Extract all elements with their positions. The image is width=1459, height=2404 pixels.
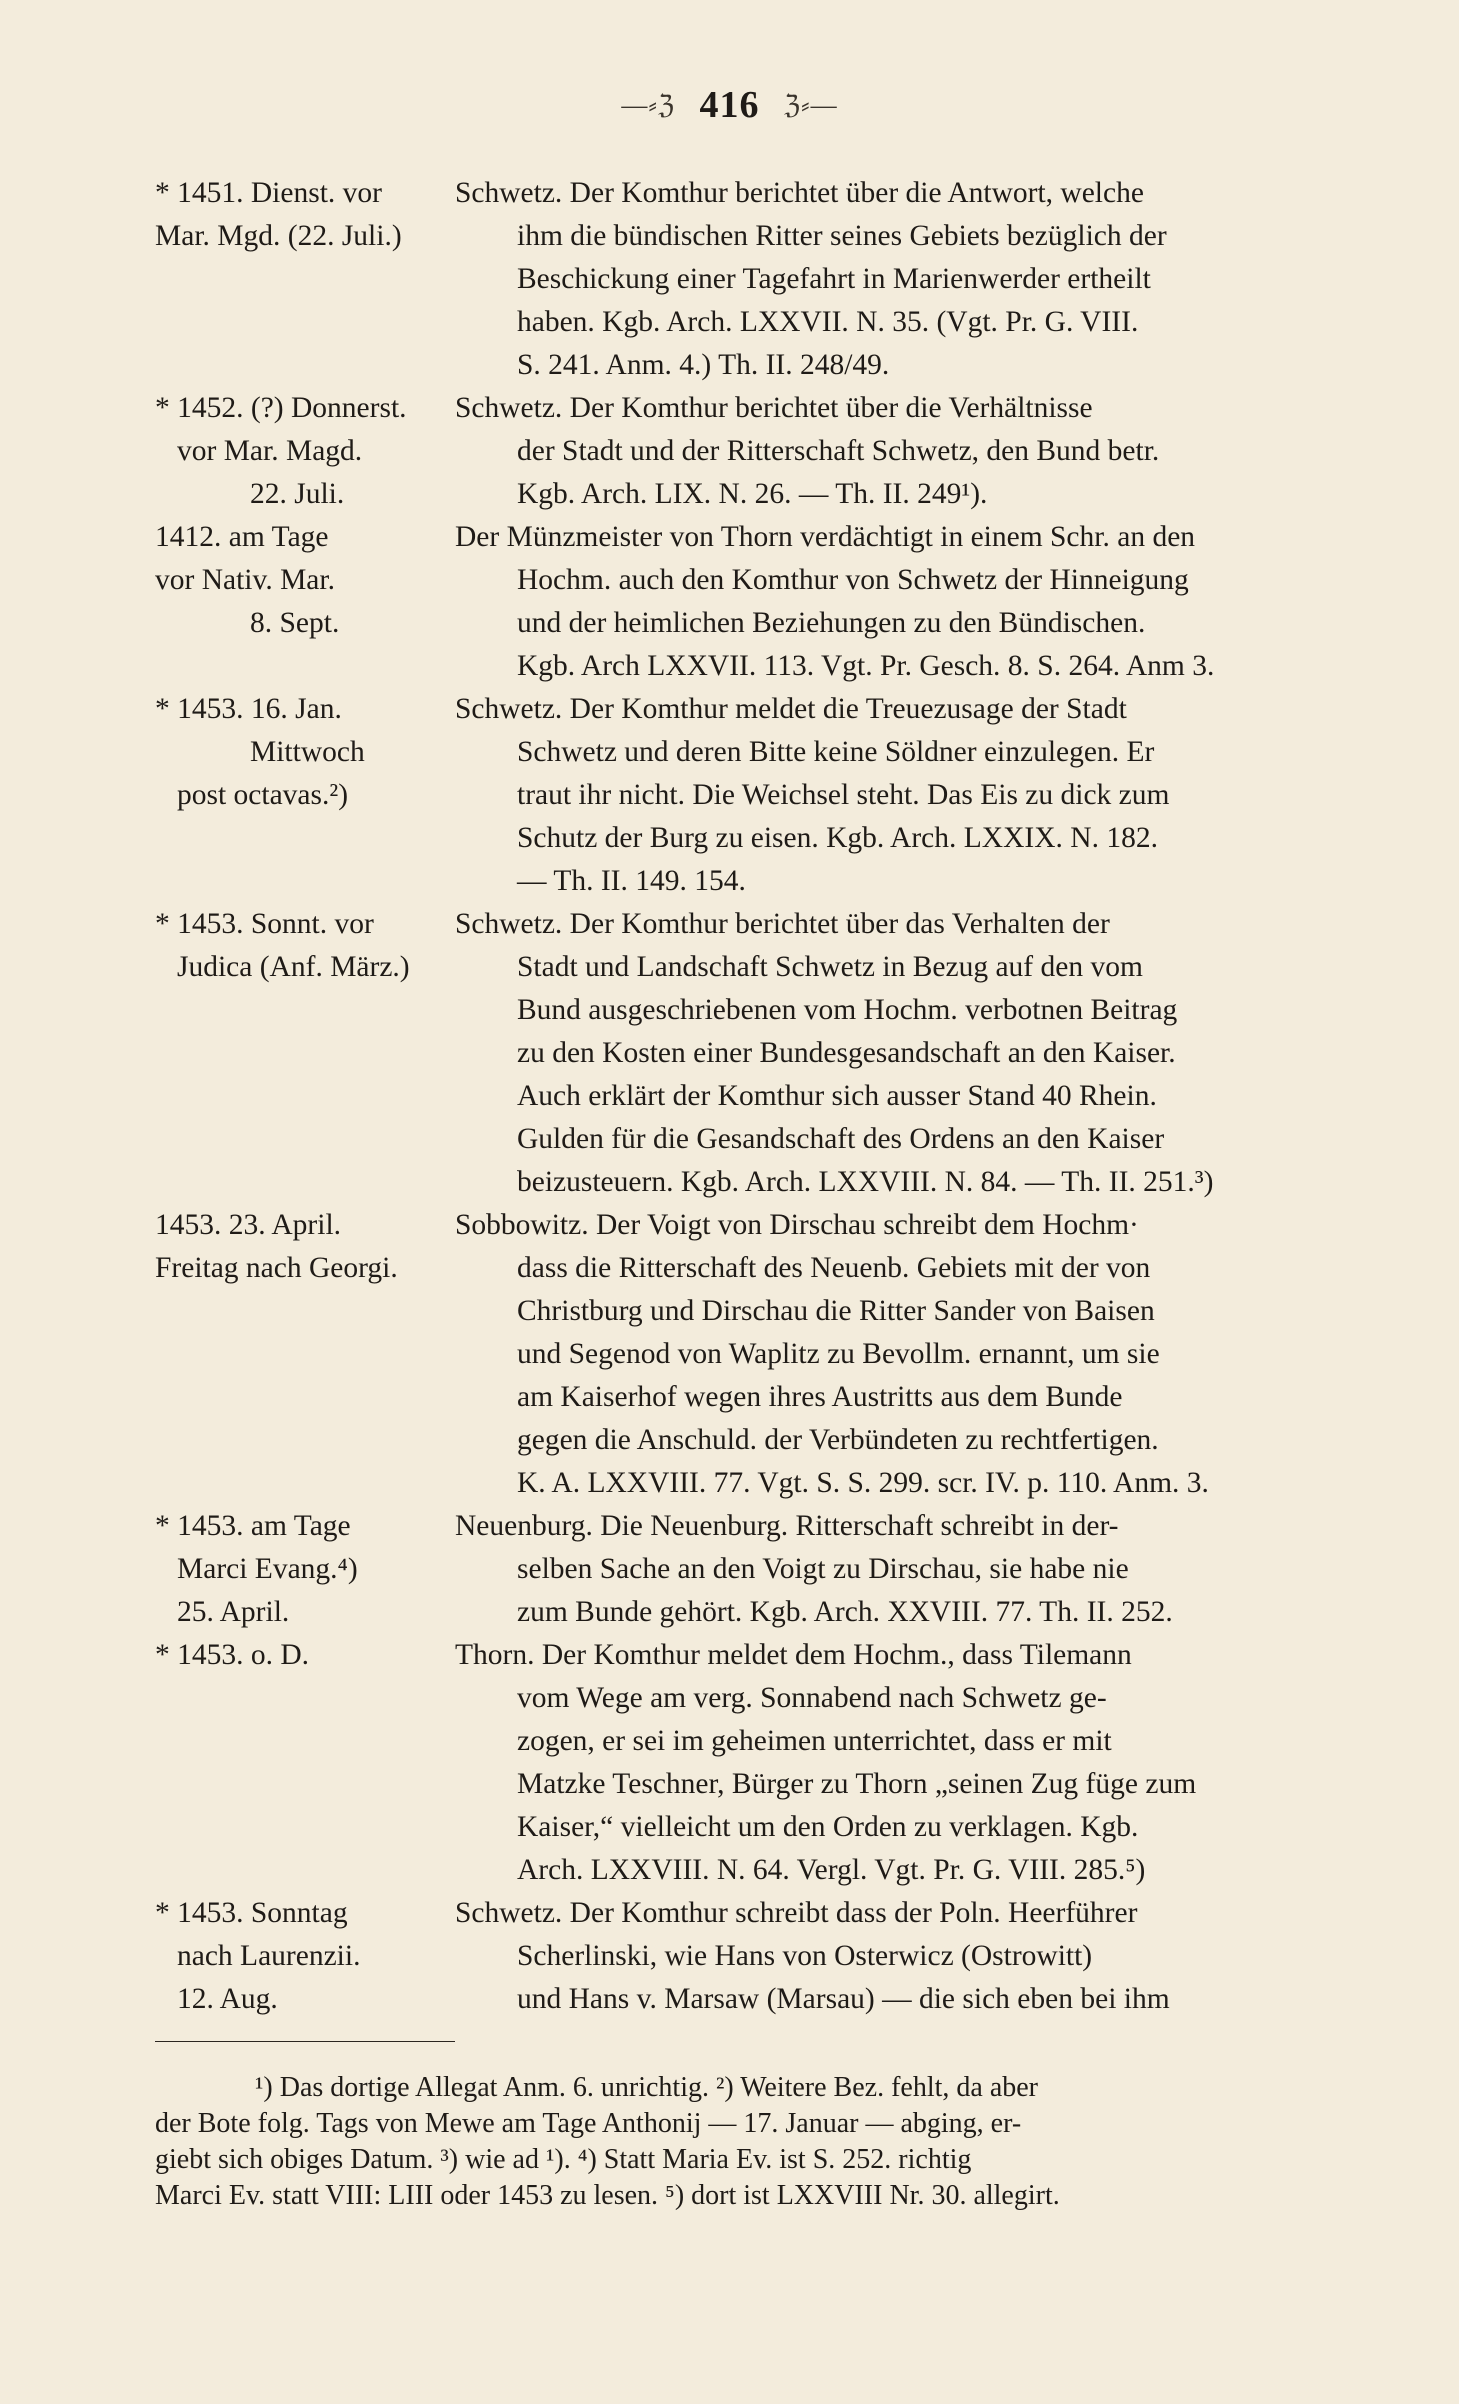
date-line: * 1453. am Tage (155, 1510, 351, 1542)
page-number: 416 (699, 84, 760, 127)
date-line: Freitag nach Georgi. (155, 1252, 398, 1284)
entry-date (155, 1505, 455, 1634)
register-entry (155, 1892, 1387, 2021)
text-line: haben. Kgb. Arch. LXXVII. N. 35. (Vgt. Pr. G. VIII. (517, 306, 1139, 338)
date-line: 8. Sept. (250, 607, 340, 639)
register-entry (155, 688, 1387, 903)
register-entry (155, 903, 1387, 1204)
text-line: zogen, er sei im geheimen unterrichtet, dass er mit (517, 1725, 1112, 1757)
text-line: Schwetz. Der Komthur schreibt dass der Poln. Heerführer (455, 1897, 1138, 1929)
date-line: vor Nativ. Mar. (155, 564, 335, 596)
date-line: Marci Evang.⁴) (177, 1553, 358, 1585)
register-entry (155, 516, 1387, 688)
date-line: Mar. Mgd. (22. Juli.) (155, 220, 402, 252)
footnote-rule (155, 2041, 455, 2042)
register-entries (155, 172, 1387, 2021)
text-line: Schwetz. Der Komthur berichtet über die Verhältnisse (455, 392, 1093, 424)
text-line: Bund ausgeschriebenen vom Hochm. verbotnen Beitrag (517, 994, 1178, 1026)
text-line: Neuenburg. Die Neuenburg. Ritterschaft schreibt in der- (455, 1510, 1119, 1542)
entry-date (155, 172, 455, 387)
text-line: Hochm. auch den Komthur von Schwetz der Hinneigung (517, 564, 1189, 596)
text-line: ihm die bündischen Ritter seines Gebiets bezüglich der (517, 220, 1167, 252)
register-entry (155, 387, 1387, 516)
text-line: Matzke Teschner, Bürger zu Thorn „seinen Zug füge zum (517, 1768, 1197, 1800)
text-line: zum Bunde gehört. Kgb. Arch. XXVIII. 77. Th. II. 252. (517, 1596, 1173, 1628)
text-line: Sobbowitz. Der Voigt von Dirschau schreibt dem Hochm· (455, 1209, 1139, 1241)
entry-date (155, 516, 455, 688)
date-line: 1453. 23. April. (155, 1209, 342, 1241)
text-line: — Th. II. 149. 154. (517, 865, 746, 897)
date-line: * 1452. (?) Donnerst. (155, 392, 407, 424)
entry-date (155, 1634, 455, 1892)
footnote-line: giebt sich obiges Datum. ³) wie ad ¹). ⁴) Statt Maria Ev. ist S. 252. richtig (155, 2144, 972, 2175)
page-header (0, 80, 1459, 127)
left-ornament: —⸗ℨ (621, 90, 675, 120)
text-line: Schwetz und deren Bitte keine Söldner einzulegen. Er (517, 736, 1155, 768)
entry-text (455, 1892, 1387, 2021)
date-line: nach Laurenzii. (177, 1940, 361, 1972)
entry-text (455, 1505, 1387, 1634)
entry-date (155, 1204, 455, 1505)
date-line: * 1453. o. D. (155, 1639, 310, 1671)
footnotes (155, 2070, 1387, 2214)
text-line: beizusteuern. Kgb. Arch. LXXVIII. N. 84. — Th. II. 251.³) (517, 1166, 1214, 1198)
entry-date (155, 903, 455, 1204)
date-line: 1412. am Tage (155, 521, 329, 553)
text-line: am Kaiserhof wegen ihres Austritts aus dem Bunde (517, 1381, 1123, 1413)
date-line: post octavas.²) (177, 779, 349, 811)
entry-text (455, 172, 1387, 387)
text-line: der Stadt und der Ritterschaft Schwetz, den Bund betr. (517, 435, 1160, 467)
text-line: Gulden für die Gesandschaft des Ordens an den Kaiser (517, 1123, 1165, 1155)
text-line: Schwetz. Der Komthur berichtet über das Verhalten der (455, 908, 1110, 940)
footnote-line: der Bote folg. Tags von Mewe am Tage Anthonij — 17. Januar — abging, er- (155, 2108, 1022, 2139)
entry-text (455, 516, 1387, 688)
entry-text (455, 1204, 1387, 1505)
text-line: traut ihr nicht. Die Weichsel steht. Das Eis zu dick zum (517, 779, 1170, 811)
text-line: Auch erklärt der Komthur sich ausser Stand 40 Rhein. (517, 1080, 1157, 1112)
text-line: und Hans v. Marsaw (Marsau) — die sich eben bei ihm (517, 1983, 1170, 2015)
text-line: Schutz der Burg zu eisen. Kgb. Arch. LXXIX. N. 182. (517, 822, 1158, 854)
text-line: K. A. LXXVIII. 77. Vgt. S. S. 299. scr. IV. p. 110. Anm. 3. (517, 1467, 1209, 1499)
text-line: Kaiser,“ vielleicht um den Orden zu verklagen. Kgb. (517, 1811, 1139, 1843)
date-line: * 1453. Sonntag (155, 1897, 348, 1929)
date-line: * 1453. Sonnt. vor (155, 908, 374, 940)
footnote-line: Marci Ev. statt VIII: LIII oder 1453 zu lesen. ⁵) dort ist LXXVIII Nr. 30. allegirt. (155, 2180, 1060, 2211)
right-ornament: ℨ⸗— (784, 90, 838, 120)
text-line: zu den Kosten einer Bundesgesandschaft an den Kaiser. (517, 1037, 1176, 1069)
date-line: Mittwoch (250, 736, 365, 768)
text-line: S. 241. Anm. 4.) Th. II. 248/49. (517, 349, 890, 381)
text-line: Schwetz. Der Komthur berichtet über die Antwort, welche (455, 177, 1144, 209)
date-line: vor Mar. Magd. (177, 435, 363, 467)
text-line: gegen die Anschuld. der Verbündeten zu rechtfertigen. (517, 1424, 1159, 1456)
entry-date (155, 387, 455, 516)
register-entry (155, 172, 1387, 387)
text-line: vom Wege am verg. Sonnabend nach Schwetz ge- (517, 1682, 1107, 1714)
text-line: und Segenod von Waplitz zu Bevollm. ernannt, um sie (517, 1338, 1160, 1370)
text-line: Der Münzmeister von Thorn verdächtigt in einem Schr. an den (455, 521, 1196, 553)
entry-text (455, 1634, 1387, 1892)
text-line: Stadt und Landschaft Schwetz in Bezug auf den vom (517, 951, 1143, 983)
footnote-line: ¹) Das dortige Allegat Anm. 6. unrichtig. ²) Weitere Bez. fehlt, da aber (255, 2072, 1039, 2103)
text-line: und der heimlichen Beziehungen zu den Bündischen. (517, 607, 1146, 639)
date-line: * 1453. 16. Jan. (155, 693, 342, 725)
text-line: Kgb. Arch. LIX. N. 26. — Th. II. 249¹). (517, 478, 988, 510)
text-line: Arch. LXXVIII. N. 64. Vergl. Vgt. Pr. G. VIII. 285.⁵) (517, 1854, 1146, 1886)
register-entry (155, 1505, 1387, 1634)
entry-text (455, 387, 1387, 516)
date-line: 12. Aug. (177, 1983, 278, 2015)
entry-text (455, 688, 1387, 903)
date-line: Judica (Anf. März.) (177, 951, 410, 983)
text-line: selben Sache an den Voigt zu Dirschau, sie habe nie (517, 1553, 1129, 1585)
register-entry (155, 1204, 1387, 1505)
entry-date (155, 688, 455, 903)
entry-text (455, 903, 1387, 1204)
entry-date (155, 1892, 455, 2021)
register-entry (155, 1634, 1387, 1892)
text-line: Schwetz. Der Komthur meldet die Treuezusage der Stadt (455, 693, 1127, 725)
text-line: dass die Ritterschaft des Neuenb. Gebiets mit der von (517, 1252, 1151, 1284)
text-line: Beschickung einer Tagefahrt in Marienwerder ertheilt (517, 263, 1151, 295)
date-line: 22. Juli. (250, 478, 345, 510)
date-line: 25. April. (177, 1596, 290, 1628)
text-line: Thorn. Der Komthur meldet dem Hochm., dass Tilemann (455, 1639, 1132, 1671)
date-line: * 1451. Dienst. vor (155, 177, 382, 209)
text-line: Christburg und Dirschau die Ritter Sander von Baisen (517, 1295, 1155, 1327)
text-line: Scherlinski, wie Hans von Osterwicz (Ostrowitt) (517, 1940, 1093, 1972)
text-line: Kgb. Arch LXXVII. 113. Vgt. Pr. Gesch. 8. S. 264. Anm 3. (517, 650, 1215, 682)
